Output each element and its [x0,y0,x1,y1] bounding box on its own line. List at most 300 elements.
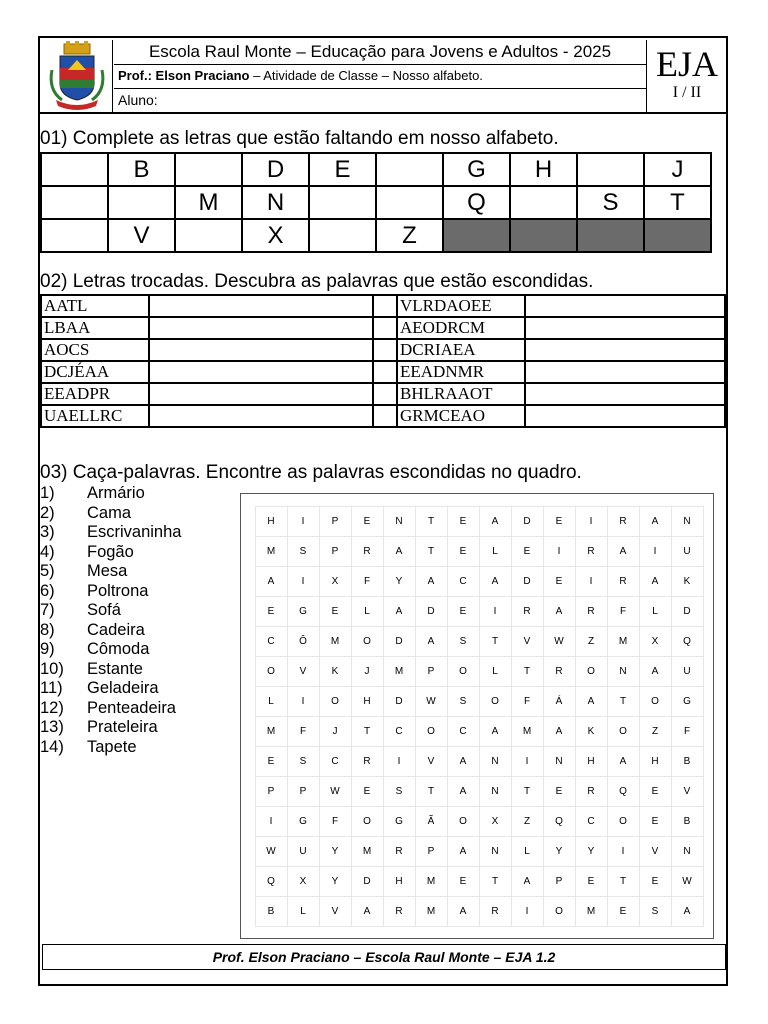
grid-letter[interactable]: M [511,716,544,747]
grid-letter[interactable]: W [415,686,448,717]
alphabet-letter-cell: J [644,153,711,186]
alphabet-letter-cell: V [108,219,175,252]
grid-letter[interactable]: S [447,626,480,657]
grid-letter[interactable]: R [511,596,544,627]
grid-letter[interactable]: C [319,746,352,777]
grid-letter[interactable]: G [287,806,320,837]
alphabet-blank-cell[interactable] [175,153,242,186]
alphabet-blank-cell[interactable] [41,219,108,252]
grid-letter[interactable]: A [447,836,480,867]
grid-letter[interactable]: A [479,716,512,747]
answer-blank[interactable] [525,295,725,317]
grid-letter[interactable]: E [607,896,640,927]
grid-letter[interactable]: Q [607,776,640,807]
scrambled-word: UAELLRC [41,405,149,427]
scrambled-word: BHLRAAOT [397,383,525,405]
grid-letter[interactable]: V [671,776,704,807]
grid-letter[interactable]: I [575,566,608,597]
grid-letter[interactable]: K [671,566,704,597]
grid-letter[interactable]: A [351,896,384,927]
grid-letter[interactable]: Y [319,836,352,867]
scrambled-word: AEODRCM [397,317,525,339]
grid-letter[interactable]: R [383,896,416,927]
grid-letter[interactable]: E [351,506,384,537]
word-list-item [40,699,181,719]
grid-letter[interactable]: T [415,506,448,537]
grid-letter[interactable]: H [255,506,288,537]
word-list-item [40,660,181,680]
grid-letter[interactable]: A [639,566,672,597]
grid-letter[interactable]: F [511,686,544,717]
word-number: 13) [40,718,64,736]
grid-letter[interactable]: R [543,656,576,687]
alphabet-letter-cell: S [577,186,644,219]
header-bottom-rule [38,112,728,114]
grid-letter[interactable]: A [415,626,448,657]
grid-letter[interactable]: O [447,806,480,837]
grid-letter[interactable]: O [255,656,288,687]
grid-letter[interactable]: E [319,596,352,627]
grid-letter[interactable]: F [671,716,704,747]
answer-blank[interactable] [149,317,373,339]
alphabet-letter-cell: Z [376,219,443,252]
grid-letter[interactable]: L [639,596,672,627]
word-text: Mesa [87,562,128,580]
grid-letter[interactable]: X [479,806,512,837]
grid-letter[interactable]: R [383,836,416,867]
word-list-item [40,562,181,582]
grid-letter[interactable]: E [447,536,480,567]
grid-letter[interactable]: E [639,806,672,837]
grid-letter[interactable]: E [543,506,576,537]
grid-letter[interactable]: M [351,836,384,867]
alphabet-blank-cell[interactable] [309,219,376,252]
grid-letter[interactable]: Ã [415,806,448,837]
grid-letter[interactable]: V [319,896,352,927]
word-text: Cama [87,503,132,522]
header-line [114,88,646,89]
grid-letter[interactable]: F [607,596,640,627]
word-list-item [40,621,181,641]
grid-letter[interactable]: O [351,806,384,837]
grid-letter[interactable]: E [447,866,480,897]
grid-letter[interactable]: I [287,686,320,717]
alphabet-blank-cell[interactable] [376,186,443,219]
grid-letter[interactable]: L [479,656,512,687]
grid-letter[interactable]: A [511,866,544,897]
scrambled-word: GRMCEAO [397,405,525,427]
alphabet-blank-cell[interactable] [108,186,175,219]
grid-letter[interactable]: L [351,596,384,627]
grid-letter[interactable]: P [543,866,576,897]
grid-letter[interactable]: N [543,746,576,777]
grid-letter[interactable]: Q [255,866,288,897]
grid-letter[interactable]: I [383,746,416,777]
word-text: Penteadeira [87,698,176,717]
grid-letter[interactable]: A [383,596,416,627]
word-list-item [40,738,181,758]
grid-letter[interactable]: R [575,596,608,627]
grid-letter[interactable]: L [511,836,544,867]
teacher-name: Prof.: Elson Praciano [118,68,250,83]
grid-letter[interactable]: O [415,716,448,747]
grid-letter[interactable]: P [287,776,320,807]
grid-letter[interactable]: R [607,566,640,597]
answer-blank[interactable] [525,317,725,339]
teacher-activity-line [118,68,483,83]
grid-letter[interactable]: B [255,896,288,927]
header-divider [112,40,113,112]
grid-letter[interactable]: O [319,686,352,717]
eja-level: I / II [672,84,702,101]
answer-blank[interactable] [149,339,373,361]
word-list [40,484,181,757]
grid-letter[interactable]: T [511,656,544,687]
grid-letter[interactable]: A [639,656,672,687]
scrambled-word: VLRDAOEE [397,295,525,317]
grid-letter[interactable]: S [639,896,672,927]
grid-letter[interactable]: E [543,776,576,807]
grid-letter[interactable]: U [671,656,704,687]
answer-blank[interactable] [525,339,725,361]
grid-letter[interactable]: D [383,626,416,657]
grid-letter[interactable]: I [543,536,576,567]
grid-letter[interactable]: M [319,626,352,657]
header-info-box [114,40,646,112]
grid-letter[interactable]: I [607,836,640,867]
grid-letter[interactable]: A [479,566,512,597]
grid-letter[interactable]: O [575,656,608,687]
answer-blank[interactable] [149,295,373,317]
alphabet-shaded-cell [644,219,711,252]
alphabet-row [41,153,711,186]
grid-letter[interactable]: H [639,746,672,777]
grid-letter[interactable]: T [479,626,512,657]
word-number: 11) [40,679,63,697]
answer-blank[interactable] [149,361,373,383]
grid-letter[interactable]: V [639,836,672,867]
alphabet-shaded-cell [577,219,644,252]
grid-letter[interactable]: E [511,536,544,567]
alphabet-letter-cell: M [175,186,242,219]
grid-letter[interactable]: O [639,686,672,717]
grid-letter[interactable]: Y [543,836,576,867]
alphabet-table [40,152,712,253]
grid-letter[interactable]: I [287,566,320,597]
grid-letter[interactable]: A [639,506,672,537]
alphabet-blank-cell[interactable] [376,153,443,186]
grid-letter[interactable]: A [447,896,480,927]
grid-letter[interactable]: C [447,566,480,597]
word-search-grid [255,506,703,926]
grid-letter[interactable]: M [575,896,608,927]
word-text: Tapete [87,737,137,756]
grid-letter[interactable]: Ô [287,626,320,657]
grid-letter[interactable]: A [543,716,576,747]
word-number: 12) [40,698,64,717]
grid-letter[interactable]: Q [543,806,576,837]
word-number: 1) [40,484,55,502]
alphabet-letter-cell: H [510,153,577,186]
grid-letter[interactable]: W [671,866,704,897]
grid-letter[interactable]: R [607,506,640,537]
grid-letter[interactable]: A [607,536,640,567]
grid-letter[interactable]: N [671,836,704,867]
grid-letter[interactable]: Q [671,626,704,657]
word-list-item [40,523,181,543]
grid-letter[interactable]: Y [383,566,416,597]
grid-letter[interactable]: T [511,776,544,807]
header-line [114,64,646,65]
grid-letter[interactable]: I [575,506,608,537]
word-number: 7) [40,601,55,619]
grid-letter[interactable]: Z [511,806,544,837]
grid-letter[interactable]: I [255,806,288,837]
spacer-cell [373,295,397,317]
grid-letter[interactable]: T [351,716,384,747]
word-text: Sofá [87,601,121,619]
word-text: Fogão [87,542,134,561]
grid-letter[interactable]: E [575,866,608,897]
grid-letter[interactable]: L [287,896,320,927]
answer-blank[interactable] [149,405,373,427]
grid-letter[interactable]: H [351,686,384,717]
grid-letter[interactable]: L [255,686,288,717]
word-number: 5) [40,562,55,580]
grid-letter[interactable]: T [607,866,640,897]
grid-letter[interactable]: J [319,716,352,747]
alphabet-letter-cell: D [242,153,309,186]
answer-blank[interactable] [525,383,725,405]
grid-letter[interactable]: R [351,536,384,567]
grid-letter[interactable]: T [479,866,512,897]
scrambled-word: AOCS [41,339,149,361]
grid-letter[interactable]: C [383,716,416,747]
alphabet-blank-cell[interactable] [41,153,108,186]
word-text: Armário [87,484,145,502]
student-name-label: Aluno: [118,92,158,108]
grid-letter[interactable]: E [255,746,288,777]
alphabet-row [41,186,711,219]
grid-letter[interactable]: Z [575,626,608,657]
word-number: 9) [40,640,55,658]
word-number: 4) [40,542,55,561]
grid-letter[interactable]: S [287,536,320,567]
answer-blank[interactable] [525,405,725,427]
word-list-item [40,504,181,524]
word-text: Poltrona [87,581,149,600]
word-text: Cômoda [87,640,150,658]
grid-letter[interactable]: J [351,656,384,687]
word-text: Prateleira [87,718,158,736]
grid-letter[interactable]: M [415,896,448,927]
grid-letter[interactable]: D [415,596,448,627]
grid-letter[interactable]: S [383,776,416,807]
grid-letter[interactable]: V [287,656,320,687]
alphabet-letter-cell: E [309,153,376,186]
grid-letter[interactable]: G [383,806,416,837]
grid-letter[interactable]: E [351,776,384,807]
eja-title: EJA [656,44,718,84]
grid-letter[interactable]: K [319,656,352,687]
word-search-box [240,493,714,939]
grid-letter[interactable]: M [383,656,416,687]
alphabet-blank-cell[interactable] [510,186,577,219]
grid-letter[interactable]: C [575,806,608,837]
grid-letter[interactable]: U [671,536,704,567]
grid-letter[interactable]: P [255,776,288,807]
grid-letter[interactable]: R [479,896,512,927]
grid-letter[interactable]: R [575,536,608,567]
grid-letter[interactable]: N [671,506,704,537]
grid-letter[interactable]: X [287,866,320,897]
spacer-cell [373,339,397,361]
grid-letter[interactable]: O [351,626,384,657]
grid-letter[interactable]: E [447,596,480,627]
grid-letter[interactable]: S [447,686,480,717]
grid-letter[interactable]: K [575,716,608,747]
grid-letter[interactable]: Y [575,836,608,867]
scrambled-word: DCJÉAA [41,361,149,383]
grid-letter[interactable]: D [383,686,416,717]
grid-letter[interactable]: Á [543,686,576,717]
grid-letter[interactable]: A [415,566,448,597]
alphabet-letter-cell: B [108,153,175,186]
grid-letter[interactable]: N [383,506,416,537]
grid-letter[interactable]: E [543,566,576,597]
grid-letter[interactable]: U [287,836,320,867]
scrambled-row [41,361,725,383]
alphabet-letter-cell: N [242,186,309,219]
grid-letter[interactable]: D [511,506,544,537]
grid-letter[interactable]: D [351,866,384,897]
section2-title: 02) Letras trocadas. Descubra as palavras que estão escondidas. [40,271,594,292]
grid-letter[interactable]: A [447,746,480,777]
scrambled-row [41,295,725,317]
grid-letter[interactable]: A [671,896,704,927]
grid-letter[interactable]: E [639,866,672,897]
grid-letter[interactable]: P [415,656,448,687]
grid-letter[interactable]: P [319,536,352,567]
grid-letter[interactable]: E [255,596,288,627]
header-divider [646,40,647,112]
grid-letter[interactable]: W [255,836,288,867]
grid-letter[interactable]: V [415,746,448,777]
grid-letter[interactable]: O [543,896,576,927]
scrambled-row [41,383,725,405]
grid-letter[interactable]: C [255,626,288,657]
word-text: Geladeira [87,679,159,697]
grid-letter[interactable]: A [543,596,576,627]
scrambled-word: LBAA [41,317,149,339]
grid-letter[interactable]: H [575,746,608,777]
grid-letter[interactable]: F [351,566,384,597]
grid-letter[interactable]: N [607,656,640,687]
spacer-cell [373,405,397,427]
grid-letter[interactable]: R [575,776,608,807]
answer-blank[interactable] [149,383,373,405]
grid-letter[interactable]: C [447,716,480,747]
alphabet-blank-cell[interactable] [309,186,376,219]
grid-letter[interactable]: Y [319,866,352,897]
alphabet-blank-cell[interactable] [577,153,644,186]
grid-letter[interactable]: E [447,506,480,537]
grid-letter[interactable]: G [287,596,320,627]
grid-letter[interactable]: I [479,596,512,627]
eja-badge [648,40,726,112]
grid-letter[interactable]: M [607,626,640,657]
grid-letter[interactable]: A [447,776,480,807]
grid-letter[interactable]: V [511,626,544,657]
grid-letter[interactable]: O [447,656,480,687]
grid-letter[interactable]: P [415,836,448,867]
grid-letter[interactable]: H [383,866,416,897]
grid-letter[interactable]: Z [639,716,672,747]
grid-letter[interactable]: E [639,776,672,807]
grid-letter[interactable]: D [671,596,704,627]
grid-letter[interactable]: G [671,686,704,717]
grid-letter[interactable]: S [287,746,320,777]
alphabet-blank-cell[interactable] [41,186,108,219]
word-text: Escrivaninha [87,523,182,541]
grid-letter[interactable]: X [319,566,352,597]
grid-letter[interactable]: I [639,536,672,567]
grid-letter[interactable]: X [639,626,672,657]
grid-letter[interactable]: T [415,776,448,807]
scrambled-word: DCRIAEA [397,339,525,361]
grid-letter[interactable]: A [479,506,512,537]
grid-letter[interactable]: O [607,806,640,837]
grid-letter[interactable]: B [671,746,704,777]
grid-letter[interactable]: I [511,896,544,927]
word-text: Estante [87,659,143,678]
grid-letter[interactable]: A [383,536,416,567]
scrambled-row [41,317,725,339]
grid-letter[interactable]: W [319,776,352,807]
word-list-item [40,582,181,602]
alphabet-blank-cell[interactable] [175,219,242,252]
grid-letter[interactable]: R [351,746,384,777]
school-coat-of-arms-logo [42,40,112,112]
grid-letter[interactable]: I [287,506,320,537]
grid-letter[interactable]: O [607,716,640,747]
grid-letter[interactable]: F [319,806,352,837]
word-list-item [40,640,181,660]
grid-letter[interactable]: F [287,716,320,747]
word-list-item [40,718,181,738]
grid-letter[interactable]: N [479,776,512,807]
grid-letter[interactable]: T [607,686,640,717]
grid-letter[interactable]: W [543,626,576,657]
grid-letter[interactable]: M [255,536,288,567]
grid-letter[interactable]: N [479,836,512,867]
grid-letter[interactable]: L [479,536,512,567]
grid-letter[interactable]: T [415,536,448,567]
grid-letter[interactable]: O [479,686,512,717]
grid-letter[interactable]: D [511,566,544,597]
grid-letter[interactable]: I [511,746,544,777]
grid-letter[interactable]: A [575,686,608,717]
grid-letter[interactable]: A [255,566,288,597]
grid-letter[interactable]: B [671,806,704,837]
grid-letter[interactable]: P [319,506,352,537]
answer-blank[interactable] [525,361,725,383]
grid-letter[interactable]: A [607,746,640,777]
grid-letter[interactable]: M [415,866,448,897]
grid-letter[interactable]: N [479,746,512,777]
alphabet-letter-cell: T [644,186,711,219]
grid-letter[interactable]: M [255,716,288,747]
